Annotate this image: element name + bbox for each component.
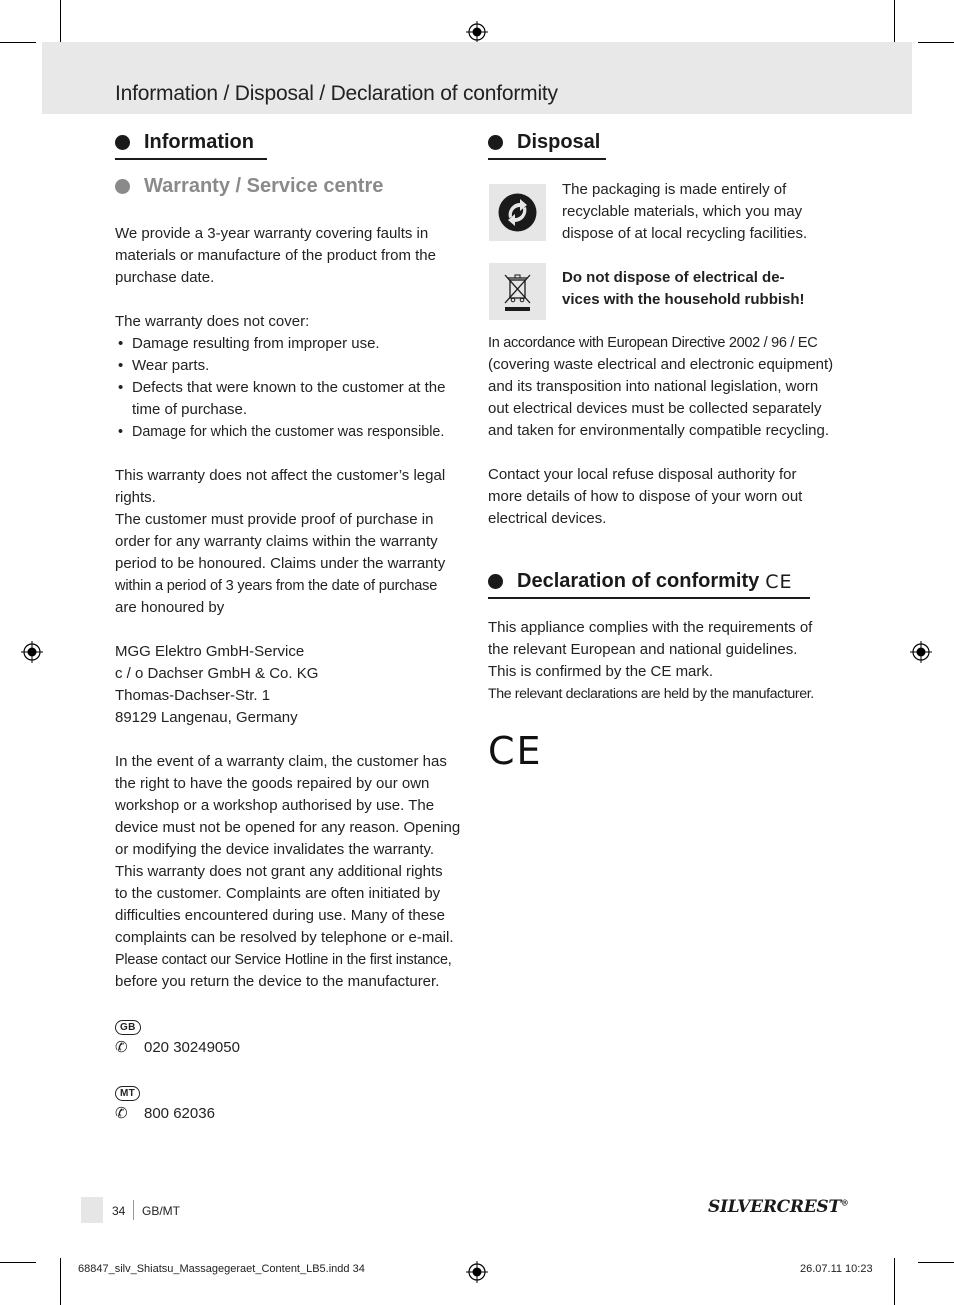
text-line: In accordance with European Directive 2002 / 96 / EC	[488, 335, 818, 351]
text-line: (covering waste electrical and electronic equipment)	[488, 356, 834, 373]
text-line: order for any warranty claims within the warranty	[115, 533, 438, 550]
crop-mark	[918, 1262, 954, 1263]
crossed-bin-icon	[489, 263, 546, 320]
text-line: The relevant declarations are held by the manufacturer.	[488, 686, 814, 702]
address-line: MGG Elektro GmbH-Service	[115, 643, 305, 660]
registration-mark-icon	[21, 641, 43, 663]
text-line: within a period of 3 years from the date of purchase	[115, 578, 438, 594]
slug-file: 68847_silv_Shiatsu_Massagegeraet_Content_LB5.indd 34	[78, 1263, 365, 1275]
text-line: and its transposition into national legislation, worn	[488, 378, 819, 395]
text-line: the right to have the goods repaired by our own	[115, 775, 430, 792]
registration-mark-icon	[466, 21, 488, 43]
heading-underline	[488, 597, 810, 599]
text-line: Do not dispose of electrical de-	[562, 269, 785, 286]
crop-mark	[60, 0, 61, 47]
warranty-body	[115, 223, 470, 1125]
slug-date: 26.07.11 10:23	[800, 1263, 873, 1275]
crop-mark	[0, 42, 36, 43]
text-line: dispose of at local recycling facilities.	[562, 225, 808, 242]
bullet-dot-icon	[488, 135, 503, 150]
section-heading-information	[115, 131, 254, 154]
country-row-gb	[115, 1015, 470, 1037]
crop-mark	[60, 1258, 61, 1305]
subheading-text: Warranty / Service centre	[144, 175, 384, 197]
text-line: The customer must provide proof of purchase in	[115, 511, 434, 528]
page-title: Information / Disposal / Declaration of conformity	[115, 82, 558, 105]
country-badge-gb: GB	[115, 1020, 141, 1035]
registration-mark-icon	[466, 1261, 488, 1283]
disposal-body	[488, 332, 848, 530]
brand-name: SILVERCREST	[708, 1197, 841, 1217]
text-line: vices with the household rubbish!	[562, 291, 805, 308]
bullet-dot-icon	[115, 179, 130, 194]
text-line: materials or manufacture of the product from the	[115, 247, 436, 264]
heading-underline	[488, 158, 606, 160]
text-line: difficulties encountered during use. Many of these	[115, 907, 445, 924]
text-line: electrical devices.	[488, 510, 607, 527]
list-item: • Wear parts.	[115, 355, 470, 377]
green-dot-recycling-icon	[489, 184, 546, 241]
ce-mark-icon: CE	[765, 570, 793, 593]
crop-mark	[894, 0, 895, 47]
text-line: This appliance complies with the requirements of	[488, 619, 813, 636]
hotline-row-mt	[115, 1103, 470, 1125]
not-cover-label: The warranty does not cover:	[115, 313, 310, 330]
hotline-number: 800 62036	[144, 1105, 215, 1122]
section-subheading-warranty	[115, 175, 383, 198]
text-line: purchase date.	[115, 269, 215, 286]
text-line: before you return the device to the manufacturer.	[115, 973, 440, 990]
text-line: more details of how to dispose of your worn out	[488, 488, 803, 505]
footer-divider	[133, 1200, 134, 1220]
text-line: This warranty does not grant any additional rights	[115, 863, 443, 880]
text-line: workshop or a workshop authorised by use. The	[115, 797, 435, 814]
text-line: In the event of a warranty claim, the customer has	[115, 753, 447, 770]
hotline-row-gb	[115, 1037, 470, 1059]
text-line: We provide a 3-year warranty covering faults in	[115, 225, 429, 242]
address-line: c / o Dachser GmbH & Co. KG	[115, 665, 319, 682]
region-label: GB/MT	[142, 1204, 180, 1218]
list-item: • Defects that were known to the customer at the time of purchase.	[115, 377, 462, 421]
ce-mark-large-icon: CE	[488, 729, 543, 773]
list-item: • Damage for which the customer was responsible.	[115, 421, 470, 443]
page-number-tab	[81, 1197, 103, 1223]
conformity-body	[488, 617, 848, 705]
brand-logo	[708, 1197, 848, 1217]
address-line: 89129 Langenau, Germany	[115, 709, 298, 726]
text-line: Contact your local refuse disposal authority for	[488, 466, 797, 483]
hotline-number: 020 30249050	[144, 1039, 240, 1056]
list-item: • Damage resulting from improper use.	[115, 333, 470, 355]
bullet-dot-icon	[488, 574, 503, 589]
text-line: period to be honoured. Claims under the warranty	[115, 555, 446, 572]
section-heading-conformity	[488, 570, 793, 593]
text-line: out electrical devices must be collected separately	[488, 400, 822, 417]
text-line: This is confirmed by the CE mark.	[488, 663, 714, 680]
heading-text: Declaration of conformity	[517, 570, 760, 592]
text-line: The packaging is made entirely of	[562, 181, 787, 198]
text-line: the relevant European and national guidelines.	[488, 641, 798, 658]
crop-mark	[0, 1262, 36, 1263]
weee-symbol-box	[489, 263, 546, 320]
country-badge-mt: MT	[115, 1086, 140, 1101]
address-line: Thomas-Dachser-Str. 1	[115, 687, 271, 704]
text-line: to the customer. Complaints are often initiated by	[115, 885, 441, 902]
packaging-text	[562, 179, 842, 245]
text-line: This warranty does not affect the customer’s legal	[115, 467, 446, 484]
text-line: recyclable materials, which you may	[562, 203, 803, 220]
registration-mark-icon	[910, 641, 932, 663]
heading-text: Information	[144, 131, 254, 153]
text-line: or modifying the device invalidates the warranty.	[115, 841, 435, 858]
heading-underline	[115, 158, 267, 160]
phone-icon: ✆	[115, 1039, 128, 1056]
not-cover-list	[115, 333, 470, 443]
text-line: device must not be opened for any reason. Opening	[115, 819, 461, 836]
country-row-mt	[115, 1081, 470, 1103]
crop-mark	[918, 42, 954, 43]
crop-mark	[894, 1258, 895, 1305]
weee-warning-text	[562, 267, 847, 311]
section-heading-disposal	[488, 131, 600, 154]
heading-text: Disposal	[517, 131, 601, 153]
phone-icon: ✆	[115, 1105, 128, 1122]
text-line: and taken for environmentally compatible recycling.	[488, 422, 830, 439]
text-line: are honoured by	[115, 599, 225, 616]
text-line: rights.	[115, 489, 156, 506]
page-number: 34	[112, 1204, 126, 1218]
text-line: Please contact our Service Hotline in the first instance,	[115, 952, 452, 968]
bullet-dot-icon	[115, 135, 130, 150]
text-line: complaints can be resolved by telephone or e-mail.	[115, 929, 454, 946]
recycling-symbol-box	[489, 184, 546, 241]
brand-registered-mark: ®	[840, 1197, 849, 1208]
